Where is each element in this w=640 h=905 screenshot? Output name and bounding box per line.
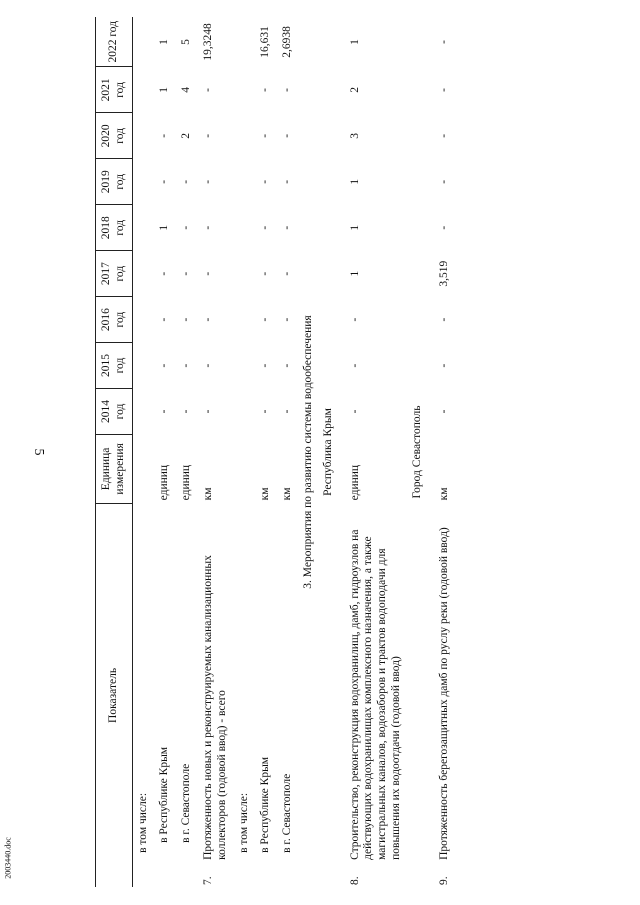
row-value bbox=[132, 297, 154, 343]
row-value: - bbox=[348, 317, 361, 322]
row-value: 1 bbox=[348, 224, 361, 231]
row-value: - bbox=[259, 179, 272, 184]
row-value: - bbox=[259, 409, 272, 414]
table-row bbox=[176, 17, 198, 887]
header-year: 2018 год bbox=[96, 205, 133, 251]
header-year: 2019 год bbox=[96, 159, 133, 205]
rotated-table-container bbox=[95, 17, 555, 887]
row-value: - bbox=[281, 317, 294, 322]
section-subtitle-row bbox=[319, 17, 339, 887]
row-value: - bbox=[437, 409, 450, 414]
row-value: - bbox=[201, 133, 214, 138]
row-indicator: в г. Севастополе bbox=[180, 763, 193, 843]
row-value: - bbox=[158, 317, 171, 322]
row-number bbox=[277, 863, 299, 887]
section-title-row bbox=[299, 17, 319, 887]
row-value: - bbox=[348, 363, 361, 368]
row-unit: единиц bbox=[158, 464, 171, 501]
row-value: - bbox=[158, 409, 171, 414]
row-value: 2 bbox=[348, 87, 361, 93]
row-value: - bbox=[259, 317, 272, 322]
row-value: - bbox=[259, 271, 272, 276]
indicators-table bbox=[95, 17, 455, 887]
row-value: - bbox=[201, 179, 214, 184]
row-value: 4 bbox=[180, 87, 193, 93]
row-value bbox=[132, 343, 154, 389]
row-value: - bbox=[437, 133, 450, 138]
table-row bbox=[198, 17, 234, 887]
row-value: - bbox=[281, 87, 294, 92]
row-unit bbox=[234, 434, 256, 503]
row-unit bbox=[132, 434, 154, 503]
footer-filename: 2003440.doc bbox=[3, 837, 13, 879]
section-title: 3. Мероприятия по развитию системы водообеспечения bbox=[301, 315, 314, 589]
row-indicator: в том числе: bbox=[237, 792, 250, 853]
row-value: - bbox=[281, 133, 294, 138]
row-number bbox=[154, 863, 176, 887]
row-value bbox=[234, 251, 256, 297]
row-value: - bbox=[437, 87, 450, 92]
row-number bbox=[176, 863, 198, 887]
row-value: - bbox=[437, 179, 450, 184]
header-year: 2015 год bbox=[96, 343, 133, 389]
header-indicator: Показатель bbox=[96, 503, 133, 887]
row-value: - bbox=[201, 87, 214, 92]
header-unit: Единица измерения bbox=[96, 434, 133, 503]
row-value bbox=[132, 17, 154, 67]
header-year: 2022 год bbox=[96, 17, 133, 67]
row-value: 1 bbox=[348, 39, 361, 45]
row-value bbox=[132, 67, 154, 113]
row-unit: км bbox=[259, 487, 272, 501]
row-value bbox=[234, 159, 256, 205]
row-value: - bbox=[437, 317, 450, 322]
table-row bbox=[132, 17, 154, 887]
row-value bbox=[234, 17, 256, 67]
row-value: - bbox=[201, 225, 214, 230]
section-3-body bbox=[299, 17, 455, 887]
row-value: - bbox=[201, 317, 214, 322]
row-value bbox=[234, 389, 256, 435]
row-value: - bbox=[281, 409, 294, 414]
row-unit: км bbox=[201, 487, 214, 501]
table-row bbox=[234, 17, 256, 887]
row-value: 3 bbox=[348, 132, 361, 139]
row-value: - bbox=[180, 409, 193, 414]
table-row bbox=[345, 17, 408, 887]
row-value: - bbox=[158, 363, 171, 368]
header-year: 2021 год bbox=[96, 67, 133, 113]
row-value bbox=[132, 251, 154, 297]
row-value bbox=[132, 205, 154, 251]
row-unit: км bbox=[281, 487, 294, 501]
header-year: 2016 год bbox=[96, 297, 133, 343]
row-value: 3,519 bbox=[437, 260, 450, 287]
row-value: 1 bbox=[348, 270, 361, 277]
header-year: 2014 год bbox=[96, 389, 133, 435]
header-year: 2017 год bbox=[96, 251, 133, 297]
row-value: - bbox=[348, 409, 361, 414]
table-body-top bbox=[132, 17, 299, 887]
row-value: - bbox=[437, 363, 450, 368]
table-row bbox=[434, 17, 456, 887]
row-value: 16,631 bbox=[259, 26, 272, 58]
row-value: - bbox=[201, 271, 214, 276]
row-value: - bbox=[281, 271, 294, 276]
row-value bbox=[234, 205, 256, 251]
row-value: - bbox=[180, 363, 193, 368]
row-value: - bbox=[437, 40, 450, 44]
table-row bbox=[154, 17, 176, 887]
row-value: - bbox=[180, 317, 193, 322]
row-value: 2,6938 bbox=[281, 26, 294, 58]
row-value: - bbox=[158, 133, 171, 138]
row-unit: единиц bbox=[348, 464, 361, 501]
row-value bbox=[234, 67, 256, 113]
row-number: 9. bbox=[437, 876, 450, 885]
row-value: - bbox=[158, 271, 171, 276]
row-value bbox=[234, 297, 256, 343]
row-value: - bbox=[259, 363, 272, 368]
page-number: 5 bbox=[31, 448, 46, 456]
row-value: - bbox=[259, 225, 272, 230]
row-value: - bbox=[180, 225, 193, 230]
row-number bbox=[255, 863, 277, 887]
row-value: 1 bbox=[158, 87, 171, 93]
row-value: - bbox=[180, 179, 193, 184]
row-number bbox=[234, 863, 256, 887]
row-value: 19,3248 bbox=[201, 23, 214, 61]
row-value: 1 bbox=[158, 224, 171, 231]
row-value: - bbox=[281, 179, 294, 184]
row-value bbox=[132, 159, 154, 205]
table-header-row bbox=[96, 17, 133, 887]
row-indicator: Протяженность берегозащитных дамб по руслу реки (годовой ввод) bbox=[437, 527, 450, 860]
row-unit: км bbox=[437, 487, 450, 501]
row-number: 7. bbox=[201, 876, 214, 885]
row-value: 1 bbox=[348, 178, 361, 185]
row-indicator: в Республике Крым bbox=[158, 746, 171, 843]
row-value: 2 bbox=[180, 132, 193, 139]
row-value: 1 bbox=[158, 39, 171, 45]
row-value: - bbox=[281, 363, 294, 368]
row-value: - bbox=[437, 225, 450, 230]
row-number: 8. bbox=[348, 876, 361, 885]
row-indicator: в г. Севастополе bbox=[281, 773, 294, 853]
row-number bbox=[132, 863, 154, 887]
row-indicator: Протяженность новых и реконструируемых канализационных коллекторов (годовой ввод) - всего bbox=[201, 555, 228, 860]
row-value: - bbox=[201, 409, 214, 414]
row-value: 5 bbox=[180, 39, 193, 45]
row-value bbox=[132, 389, 154, 435]
row-value: - bbox=[259, 87, 272, 92]
city-title-row bbox=[408, 17, 428, 887]
row-value: - bbox=[158, 179, 171, 184]
row-value: - bbox=[259, 133, 272, 138]
table-row bbox=[277, 17, 299, 887]
row-unit: единиц bbox=[180, 464, 193, 501]
row-value bbox=[132, 113, 154, 159]
row-indicator: в том числе: bbox=[136, 792, 149, 853]
row-value bbox=[234, 113, 256, 159]
row-value: - bbox=[201, 363, 214, 368]
row-value bbox=[234, 343, 256, 389]
row-indicator: Строительство, реконструкция водохранилищ, дамб, гидроузлов на действующих водохранилищах комплексного назначения, а также магистральных каналов, водозаборов и трактов водоподачи для повышения их водоотдачи (годовой ввод) bbox=[348, 529, 402, 860]
city-title: Город Севастополь bbox=[410, 405, 423, 499]
table-row bbox=[255, 17, 277, 887]
row-indicator: в Республике Крым bbox=[259, 756, 272, 853]
section-subtitle: Республика Крым bbox=[321, 408, 334, 496]
row-value: - bbox=[281, 225, 294, 230]
header-year: 2020 год bbox=[96, 113, 133, 159]
row-value: - bbox=[180, 271, 193, 276]
